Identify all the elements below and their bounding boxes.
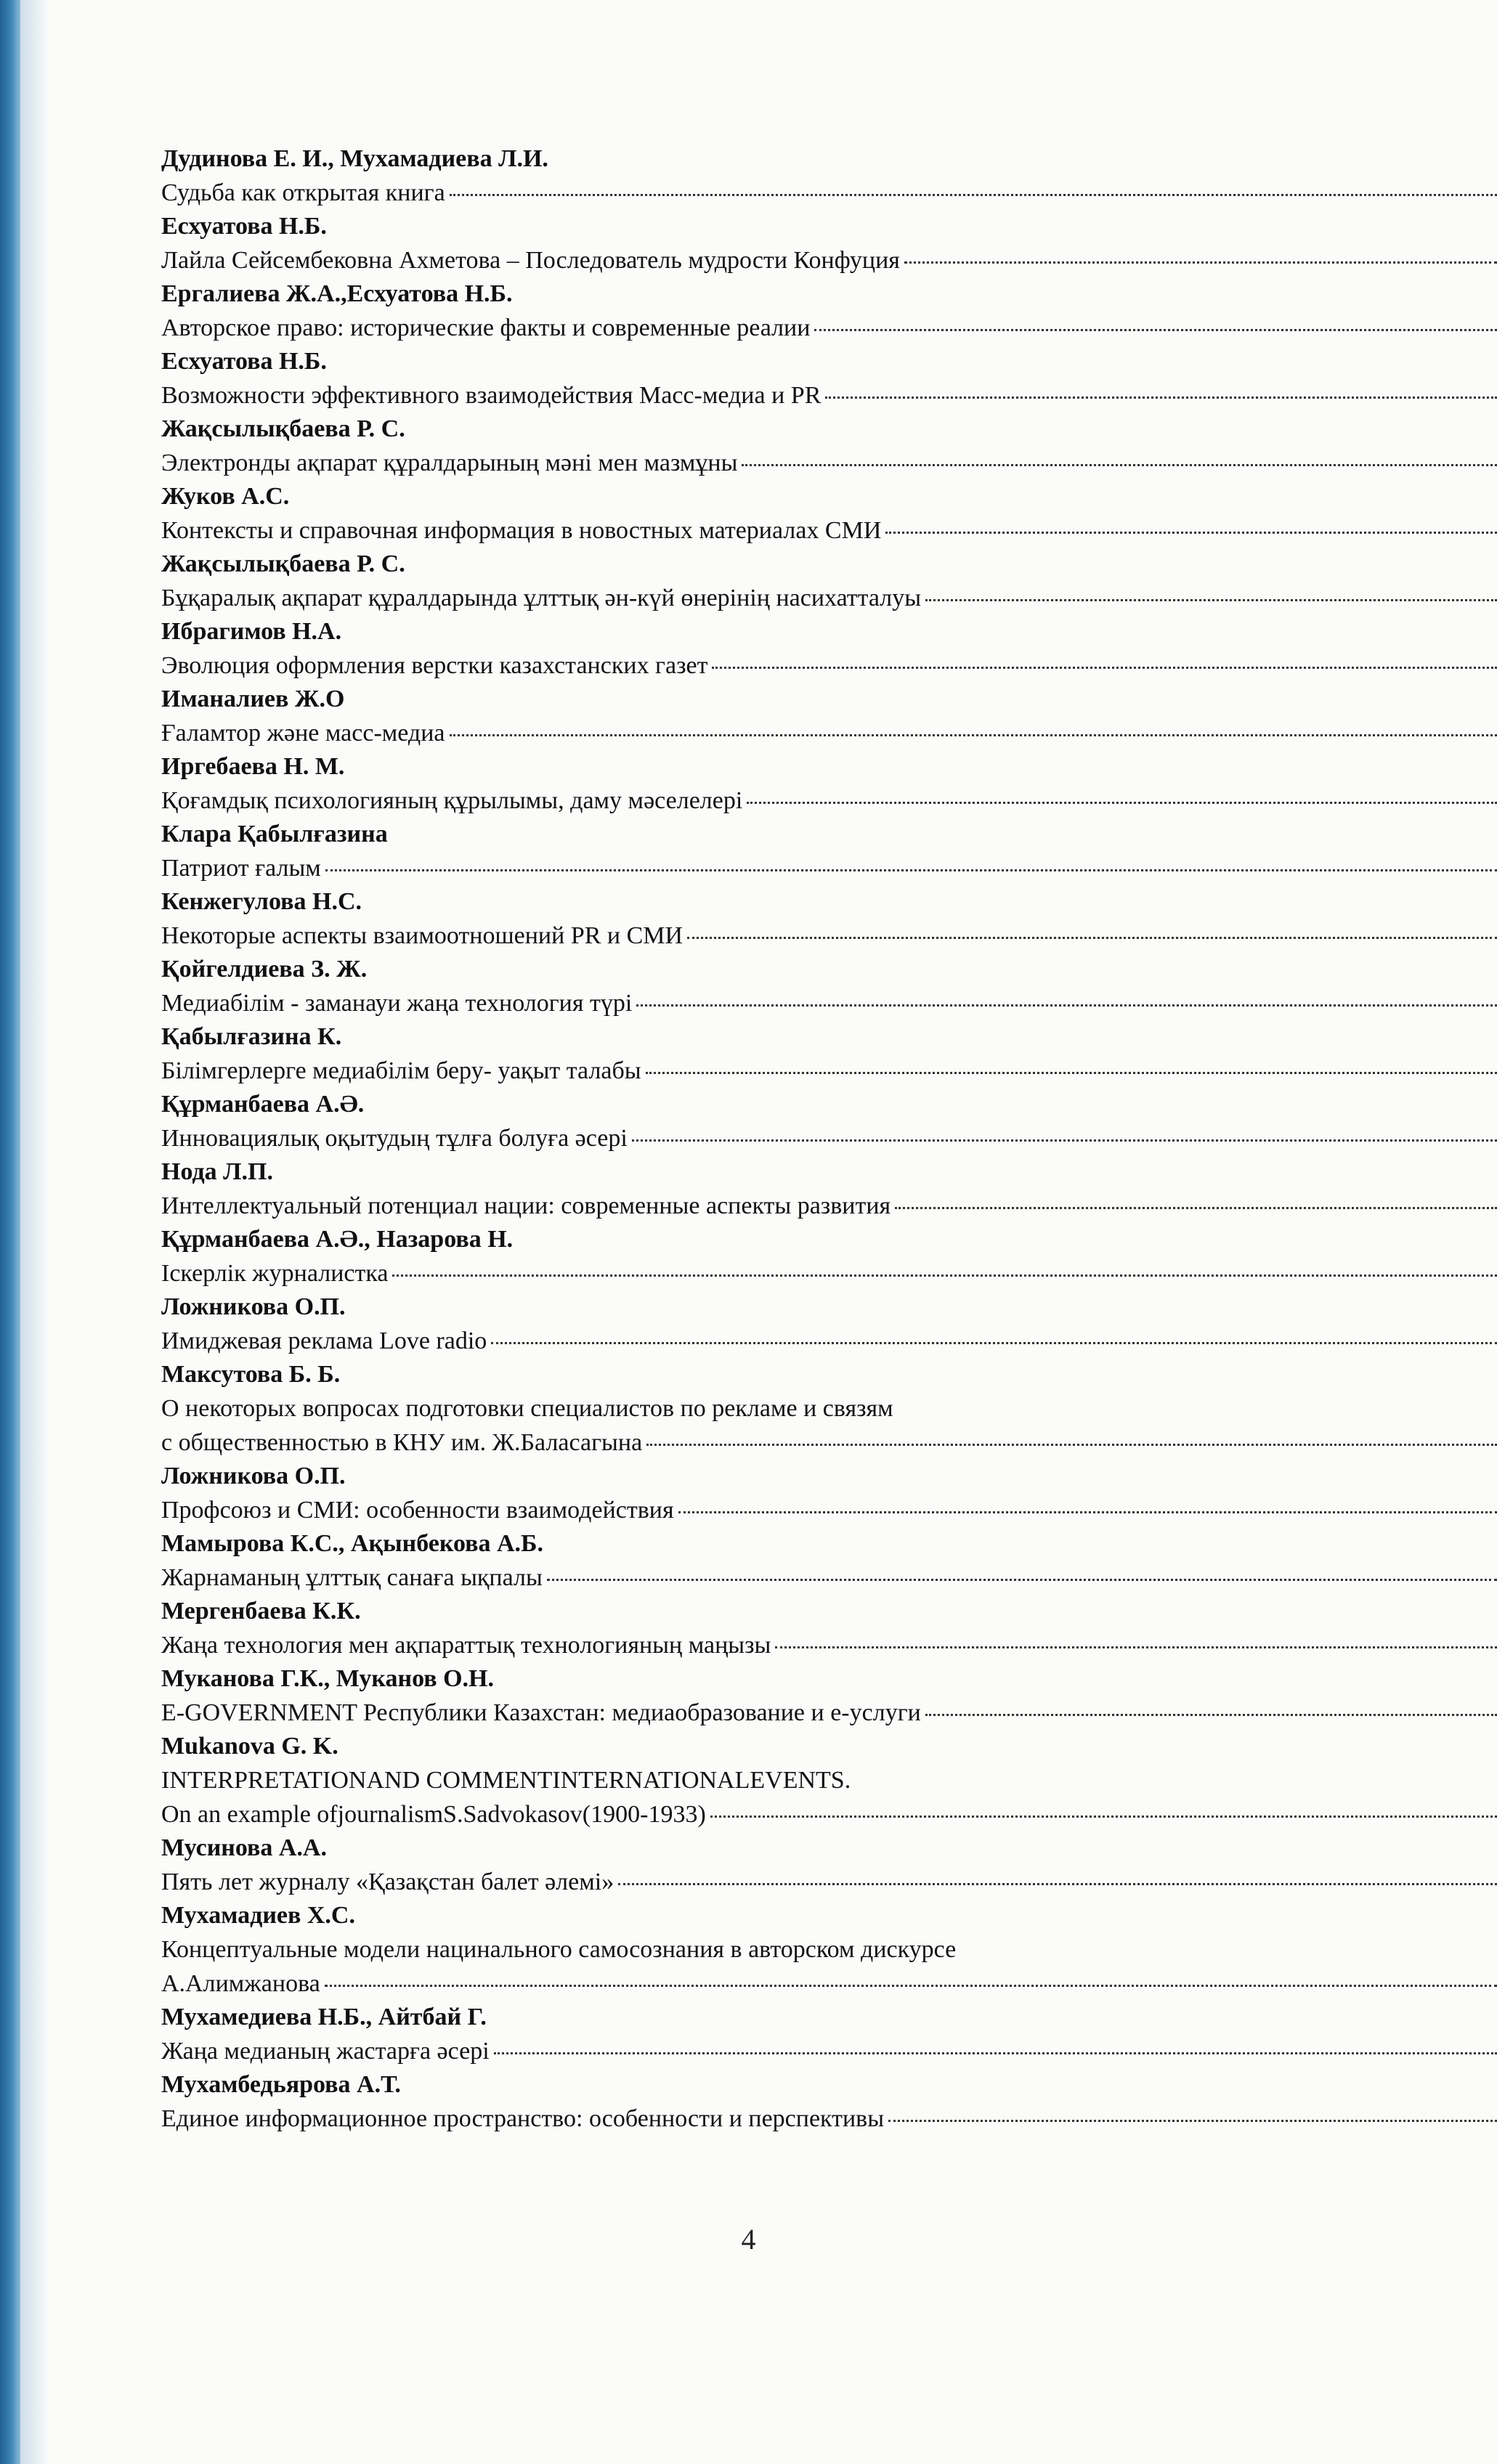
- toc-entry-title: [161, 1561, 1497, 1595]
- toc-entry-author: Клара Қабылғазина: [161, 821, 388, 847]
- toc-entry-title-line: А.Алимжанова: [161, 1970, 320, 1997]
- toc-entry: [161, 1831, 1497, 1899]
- toc-entry-author: Ложникова О.П.: [161, 1293, 346, 1320]
- toc-entry-title-text: Инновациялық оқытудың тұлға болуға әсері: [161, 1125, 628, 1152]
- toc-entry-author: Mukanova G. K.: [161, 1733, 338, 1760]
- dot-leader: [494, 2046, 1497, 2054]
- toc-entry-title: [161, 648, 1497, 683]
- toc-entry-author: Жақсылықбаева Р. С.: [161, 415, 405, 442]
- toc-entry-author: Иманалиев Ж.О: [161, 686, 345, 712]
- toc-entry: [161, 1460, 1497, 1527]
- dot-leader: [646, 1438, 1497, 1446]
- dot-leader: [925, 1708, 1497, 1716]
- dot-leader: [547, 1573, 1497, 1581]
- toc-entry-title: [161, 446, 1497, 480]
- toc-entry: [161, 1527, 1497, 1595]
- toc-entry-title-text: Ғаламтор және масс-медиа: [161, 720, 445, 747]
- toc-entry-title: [161, 513, 1497, 548]
- dot-leader: [646, 1066, 1497, 1074]
- toc-entry-title-line: INTERPRETATIONAND COMMENTINTERNATIONALEVENTS.: [161, 1767, 851, 1794]
- toc-entry-title: [161, 2102, 1497, 2136]
- toc-entry: [161, 210, 1497, 277]
- toc-entry: [161, 1595, 1497, 1662]
- toc-entry-author: Ибрагимов Н.А.: [161, 618, 342, 645]
- toc-entry-title-text: Лайла Сейсембековна Ахметова – Последователь мудрости Конфуция: [161, 247, 900, 274]
- dot-leader: [678, 1505, 1497, 1513]
- toc-entry-title-line: Концептуальные модели нацинального самосознания в авторском дискурсе: [161, 1936, 957, 1963]
- toc-entry-author: Нода Л.П.: [161, 1158, 273, 1185]
- toc-entry-author: Мамырова К.С., Ақынбекова А.Б.: [161, 1530, 544, 1557]
- toc-entry-title-text: Эволюция оформления верстки казахстанских газет: [161, 652, 708, 679]
- toc-entry-title-text: Возможности эффективного взаимодействия Масс-медиа и PR: [161, 382, 821, 409]
- dot-leader: [325, 863, 1497, 871]
- dot-leader: [712, 661, 1497, 669]
- toc-entry-title: [161, 2034, 1497, 2068]
- toc-entry: [161, 1088, 1497, 1155]
- toc-entry: [161, 818, 1497, 885]
- toc-entry-title: [161, 851, 1497, 885]
- toc-entry-title: [161, 176, 1497, 210]
- dot-leader: [491, 1336, 1497, 1344]
- toc-entry-title-text: Жаңа медианың жастарға әсері: [161, 2038, 490, 2065]
- dot-leader: [687, 931, 1497, 939]
- toc-entry-title-text: Судьба как открытая книга: [161, 179, 445, 206]
- toc-entry: [161, 1662, 1497, 1730]
- toc-entry-author: Муканова Г.К., Муканов О.Н.: [161, 1665, 494, 1692]
- toc-entry-author: Жуков А.С.: [161, 483, 290, 510]
- toc-entry: [161, 1020, 1497, 1088]
- toc-entry-title: [161, 1189, 1497, 1223]
- toc-entry-author: Құрманбаева А.Ә.: [161, 1091, 365, 1118]
- toc-entry: [161, 1155, 1497, 1223]
- toc-entry-title-text: Некоторые аспекты взаимоотношений PR и СМИ: [161, 922, 683, 949]
- toc-entry-title-line: О некоторых вопросах подготовки специалистов по рекламе и связям: [161, 1395, 893, 1422]
- dot-leader: [885, 526, 1497, 534]
- toc-entry-title-text: Іскерлік журналистка: [161, 1260, 389, 1287]
- toc-entry-title-text: Медиабілім - заманауи жаңа технология түрі: [161, 990, 633, 1017]
- dot-leader: [632, 1134, 1497, 1142]
- toc-entry-title: [161, 243, 1497, 277]
- toc-entry: [161, 2068, 1497, 2136]
- toc-entry-title-text: Жарнаманың ұлттық санаға ықпалы: [161, 1564, 543, 1591]
- toc-entry: [161, 1730, 1497, 1831]
- toc-entry-title-text: Пять лет журналу «Қазақстан балет әлемі»: [161, 1869, 614, 1895]
- toc-entry-title-text: Интеллектуальный потенциал нации: современные аспекты развития: [161, 1192, 891, 1219]
- toc-entry-title-text: Профсоюз и СМИ: особенности взаимодействия: [161, 1497, 674, 1524]
- toc-entry: [161, 142, 1497, 210]
- toc-entry-title: [161, 378, 1497, 412]
- toc-entry-author: Ергалиева Ж.А.,Есхуатова Н.Б.: [161, 280, 513, 307]
- toc-entry-title-text: Патриот ғалым: [161, 855, 321, 882]
- toc-entry-author: Мусинова А.А.: [161, 1834, 327, 1861]
- toc-entry: [161, 885, 1497, 953]
- cover-edge: [0, 0, 20, 2464]
- dot-leader: [618, 1877, 1497, 1885]
- toc-entry-title: [161, 1054, 1497, 1088]
- toc-entry: [161, 1899, 1497, 2001]
- toc-entry-title-text: Контексты и справочная информация в новостных материалах СМИ: [161, 517, 882, 544]
- toc-entry-title: [161, 311, 1497, 345]
- dot-leader: [747, 796, 1497, 804]
- toc-entry-title-text: E-GOVERNMENT Республики Казахстан: медиаобразование и е-услуги: [161, 1699, 921, 1726]
- toc-entry-title: [161, 1628, 1497, 1662]
- toc-entry-title: [161, 1256, 1497, 1290]
- toc-entry-title: [161, 1391, 1497, 1460]
- toc-entry-title: [161, 1324, 1497, 1358]
- toc-entry-author: Есхуатова Н.Б.: [161, 348, 327, 375]
- toc-entry-author: Есхуатова Н.Б.: [161, 213, 327, 240]
- toc-entry-title: [161, 1121, 1497, 1155]
- toc-entry-title: [161, 1763, 1497, 1831]
- toc-entry-author: Максутова Б. Б.: [161, 1361, 341, 1388]
- toc-entry: [161, 1223, 1497, 1290]
- toc-entry-author: Құрманбаева А.Ә., Назарова Н.: [161, 1226, 514, 1253]
- toc-entry-title-text: Единое информационное пространство: особенности и перспективы: [161, 2105, 885, 2132]
- toc-entry-title-text: Авторское право: исторические факты и современные реалии: [161, 314, 811, 341]
- toc-entry-title: [161, 1493, 1497, 1527]
- toc-entry-title: [161, 581, 1497, 615]
- toc-entry-author: Дудинова Е. И., Мухамадиева Л.И.: [161, 145, 548, 172]
- toc-entry-author: Ложникова О.П.: [161, 1463, 346, 1489]
- toc-entry-title-text: Қоғамдық психологияның құрылымы, даму мәселелері: [161, 787, 743, 814]
- toc-entry: [161, 1358, 1497, 1460]
- toc-entry: [161, 683, 1497, 750]
- dot-leader: [392, 1269, 1497, 1277]
- toc-entry-author: Қойгелдиева З. Ж.: [161, 956, 368, 983]
- toc-entry: [161, 412, 1497, 480]
- toc-entry-author: Жақсылықбаева Р. С.: [161, 550, 405, 577]
- dot-leader: [925, 593, 1497, 601]
- toc-entry-title: [161, 919, 1497, 953]
- toc-entry-title: [161, 986, 1497, 1020]
- toc-entry-title-text: Жаңа технология мен ақпараттық технологияның маңызы: [161, 1632, 771, 1659]
- toc-entry-title: [161, 1696, 1497, 1730]
- dot-leader: [325, 1979, 1497, 1987]
- cover-edge-shadow: [20, 0, 49, 2464]
- toc-entry-author: Мергенбаева К.К.: [161, 1598, 361, 1625]
- toc-entry-author: Кенжегулова Н.С.: [161, 888, 362, 915]
- dot-leader: [742, 458, 1497, 466]
- page-number: 4: [741, 2223, 756, 2256]
- toc-entry-author: Мухамедиева Н.Б., Айтбай Г.: [161, 2004, 487, 2030]
- toc-entry-title-text: Имиджевая реклама Love radio: [161, 1327, 487, 1354]
- dot-leader: [450, 188, 1497, 196]
- dot-leader: [904, 256, 1497, 264]
- toc-entry: [161, 548, 1497, 615]
- toc-entry: [161, 480, 1497, 548]
- dot-leader: [450, 728, 1497, 736]
- dot-leader: [775, 1640, 1497, 1648]
- toc-entry-title: [161, 716, 1497, 750]
- toc-entry-title-text: Электронды ақпарат құралдарының мәні мен мазмұны: [161, 450, 738, 476]
- toc-entry-title-text: Бұқаралық ақпарат құралдарында ұлттық ән-күй өнерінің насихатталуы: [161, 585, 922, 611]
- dot-leader: [814, 323, 1497, 331]
- toc-entry-author: Мухамадиев Х.С.: [161, 1902, 355, 1929]
- table-of-contents: [161, 142, 1497, 2136]
- toc-entry-title: [161, 1932, 1497, 2001]
- dot-leader: [888, 2114, 1497, 2122]
- toc-entry: [161, 615, 1497, 683]
- toc-entry: [161, 1290, 1497, 1358]
- toc-entry-title: [161, 784, 1497, 818]
- toc-entry: [161, 750, 1497, 818]
- toc-entry-author: Мухамбедьярова А.Т.: [161, 2071, 401, 2098]
- toc-entry-title-line: с общественностью в КНУ им. Ж.Баласагына: [161, 1429, 643, 1456]
- dot-leader: [825, 391, 1497, 399]
- dot-leader: [895, 1201, 1497, 1209]
- dot-leader: [636, 999, 1497, 1007]
- toc-entry-author: Қабылғазина К.: [161, 1023, 342, 1050]
- toc-entry-title-text: Білімгерлерге медиабілім беру- уақыт талабы: [161, 1057, 641, 1084]
- toc-entry: [161, 277, 1497, 345]
- toc-entry: [161, 345, 1497, 412]
- toc-entry-title: [161, 1865, 1497, 1899]
- dot-leader: [710, 1810, 1497, 1818]
- toc-entry: [161, 953, 1497, 1020]
- toc-entry-author: Иргебаева Н. М.: [161, 753, 345, 780]
- toc-entry-title-line: On an example ofjournalismS.Sadvokasov(1900-1933): [161, 1801, 706, 1828]
- toc-entry: [161, 2001, 1497, 2068]
